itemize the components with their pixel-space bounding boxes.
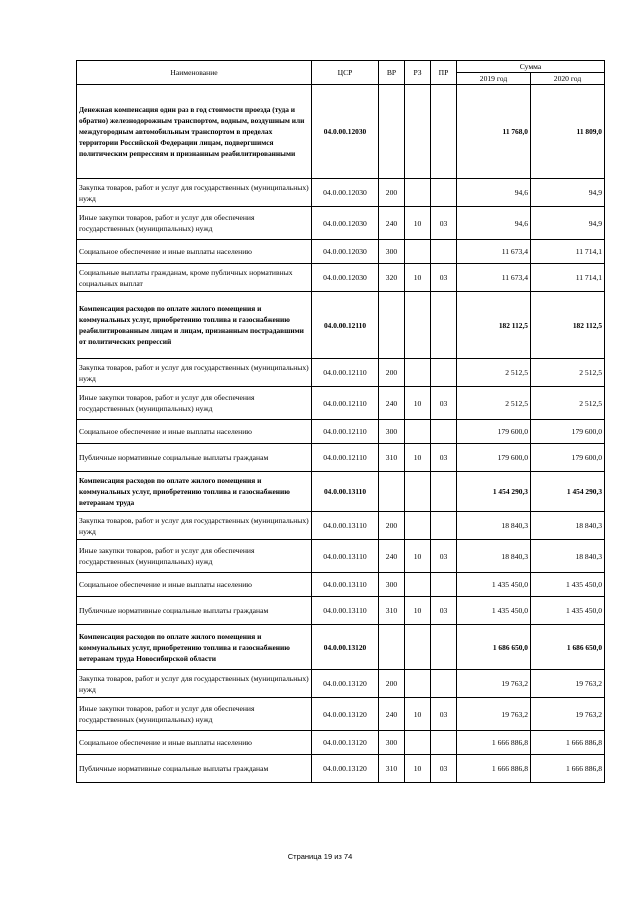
row-sum-2020: 19 763,2: [531, 698, 605, 731]
row-name: Публичные нормативные социальные выплаты гражданам: [77, 755, 312, 783]
row-csr: 04.0.00.13110: [312, 540, 379, 573]
row-vr: 320: [379, 264, 405, 292]
row-sum-2020: 1 435 450,0: [531, 597, 605, 625]
row-vr: [379, 85, 405, 179]
col-header-pr: ПР: [431, 61, 457, 85]
row-name: Закупка товаров, работ и услуг для государственных (муниципальных) нужд: [77, 359, 312, 387]
row-pr: [431, 670, 457, 698]
row-name: Закупка товаров, работ и услуг для государственных (муниципальных) нужд: [77, 670, 312, 698]
row-name: Закупка товаров, работ и услуг для государственных (муниципальных) нужд: [77, 512, 312, 540]
row-sum-2019: 179 600,0: [457, 420, 531, 444]
table-row: [77, 444, 605, 472]
table-row: [77, 240, 605, 264]
row-csr: 04.0.00.12030: [312, 240, 379, 264]
row-vr: 300: [379, 731, 405, 755]
row-pr: [431, 625, 457, 670]
table-row: [77, 264, 605, 292]
row-rz: [405, 472, 431, 512]
row-sum-2019: 182 112,5: [457, 292, 531, 359]
row-sum-2020: 179 600,0: [531, 444, 605, 472]
row-sum-2019: 2 512,5: [457, 359, 531, 387]
row-rz: [405, 240, 431, 264]
page-number: Страница 19 из 74: [287, 852, 353, 861]
row-csr: 04.0.00.12110: [312, 292, 379, 359]
row-sum-2019: 11 673,4: [457, 240, 531, 264]
row-rz: [405, 670, 431, 698]
row-sum-2020: 18 840,3: [531, 512, 605, 540]
row-pr: [431, 292, 457, 359]
row-name: Социальные выплаты гражданам, кроме публичных нормативных социальных выплат: [77, 264, 312, 292]
row-sum-2019: 1 666 886,8: [457, 755, 531, 783]
row-sum-2019: 18 840,3: [457, 512, 531, 540]
row-name: Иные закупки товаров, работ и услуг для обеспечения государственных (муниципальных) нужд: [77, 387, 312, 420]
row-pr: [431, 573, 457, 597]
row-sum-2019: 19 763,2: [457, 698, 531, 731]
row-pr: 03: [431, 698, 457, 731]
table-row: [77, 755, 605, 783]
row-vr: 240: [379, 698, 405, 731]
col-header-rz: РЗ: [405, 61, 431, 85]
row-sum-2020: 1 686 650,0: [531, 625, 605, 670]
table-row: [77, 85, 605, 179]
row-rz: [405, 292, 431, 359]
table-row: [77, 698, 605, 731]
row-pr: 03: [431, 540, 457, 573]
table-row: [77, 625, 605, 670]
row-sum-2019: 1 666 886,8: [457, 731, 531, 755]
row-sum-2019: 1 435 450,0: [457, 573, 531, 597]
row-sum-2020: 2 512,5: [531, 387, 605, 420]
row-csr: 04.0.00.13120: [312, 755, 379, 783]
budget-table: [76, 60, 605, 783]
row-pr: [431, 512, 457, 540]
row-name: Социальное обеспечение и иные выплаты населению: [77, 731, 312, 755]
row-vr: [379, 472, 405, 512]
table-row: [77, 573, 605, 597]
row-vr: 200: [379, 359, 405, 387]
row-sum-2020: 1 435 450,0: [531, 573, 605, 597]
row-rz: 10: [405, 207, 431, 240]
row-csr: 04.0.00.13120: [312, 731, 379, 755]
row-pr: 03: [431, 444, 457, 472]
row-sum-2019: 11 673,4: [457, 264, 531, 292]
table-row: [77, 420, 605, 444]
row-name: Публичные нормативные социальные выплаты гражданам: [77, 597, 312, 625]
table-row: [77, 731, 605, 755]
row-pr: 03: [431, 597, 457, 625]
col-header-sum: Сумма: [457, 61, 605, 73]
row-sum-2020: 179 600,0: [531, 420, 605, 444]
col-header-name: Наименование: [77, 61, 312, 85]
row-vr: 240: [379, 387, 405, 420]
row-pr: [431, 731, 457, 755]
row-name: Социальное обеспечение и иные выплаты населению: [77, 573, 312, 597]
row-name: Публичные нормативные социальные выплаты гражданам: [77, 444, 312, 472]
row-sum-2020: 11 809,0: [531, 85, 605, 179]
row-csr: 04.0.00.12110: [312, 359, 379, 387]
table-row: [77, 359, 605, 387]
table-row: [77, 387, 605, 420]
row-rz: [405, 420, 431, 444]
row-name: Иные закупки товаров, работ и услуг для обеспечения государственных (муниципальных) нужд: [77, 207, 312, 240]
row-name: Компенсация расходов по оплате жилого помещения и коммунальных услуг, приобретению топлива и газоснабжению ветеранам труда Новосибирской области: [77, 625, 312, 670]
row-csr: 04.0.00.13110: [312, 597, 379, 625]
table-row: [77, 179, 605, 207]
row-sum-2019: 19 763,2: [457, 670, 531, 698]
table-body: [77, 85, 605, 783]
row-rz: 10: [405, 264, 431, 292]
row-pr: 03: [431, 264, 457, 292]
row-sum-2020: 1 454 290,3: [531, 472, 605, 512]
row-name: Компенсация расходов по оплате жилого помещения и коммунальных услуг, приобретению топлива и газоснабжению ветеранам труда: [77, 472, 312, 512]
row-rz: [405, 359, 431, 387]
row-vr: 200: [379, 670, 405, 698]
row-vr: 240: [379, 540, 405, 573]
row-pr: 03: [431, 387, 457, 420]
col-header-vr: ВР: [379, 61, 405, 85]
row-rz: 10: [405, 698, 431, 731]
row-sum-2019: 179 600,0: [457, 444, 531, 472]
row-vr: [379, 625, 405, 670]
row-rz: 10: [405, 597, 431, 625]
row-csr: 04.0.00.12030: [312, 207, 379, 240]
row-sum-2020: 94,9: [531, 179, 605, 207]
row-vr: 310: [379, 597, 405, 625]
row-vr: 310: [379, 444, 405, 472]
row-rz: 10: [405, 755, 431, 783]
row-sum-2019: 94,6: [457, 179, 531, 207]
row-sum-2020: 1 666 886,8: [531, 731, 605, 755]
row-csr: 04.0.00.12110: [312, 444, 379, 472]
row-pr: 03: [431, 755, 457, 783]
row-name: Иные закупки товаров, работ и услуг для обеспечения государственных (муниципальных) нужд: [77, 540, 312, 573]
col-header-csr: ЦСР: [312, 61, 379, 85]
row-sum-2019: 2 512,5: [457, 387, 531, 420]
row-vr: 240: [379, 207, 405, 240]
row-pr: [431, 179, 457, 207]
row-sum-2019: 1 686 650,0: [457, 625, 531, 670]
row-sum-2020: 94,9: [531, 207, 605, 240]
row-rz: 10: [405, 540, 431, 573]
row-sum-2020: 11 714,1: [531, 264, 605, 292]
row-csr: 04.0.00.13120: [312, 698, 379, 731]
table-row: [77, 597, 605, 625]
row-rz: [405, 625, 431, 670]
row-sum-2019: 1 454 290,3: [457, 472, 531, 512]
row-pr: [431, 85, 457, 179]
row-rz: 10: [405, 444, 431, 472]
row-name: Социальное обеспечение и иные выплаты населению: [77, 420, 312, 444]
col-header-2020: 2020 год: [531, 73, 605, 85]
row-csr: 04.0.00.13120: [312, 670, 379, 698]
row-vr: 200: [379, 512, 405, 540]
row-sum-2020: 11 714,1: [531, 240, 605, 264]
row-pr: [431, 359, 457, 387]
row-csr: 04.0.00.12030: [312, 264, 379, 292]
row-csr: 04.0.00.12030: [312, 179, 379, 207]
row-csr: 04.0.00.13110: [312, 512, 379, 540]
row-name: Компенсация расходов по оплате жилого помещения и коммунальных услуг, приобретению топлива и газоснабжению реабилитированным лицам и лицам, признанным пострадавшими от политических репрессий: [77, 292, 312, 359]
row-vr: 200: [379, 179, 405, 207]
row-csr: 04.0.00.13110: [312, 573, 379, 597]
row-rz: [405, 179, 431, 207]
row-sum-2020: 2 512,5: [531, 359, 605, 387]
row-sum-2020: 18 840,3: [531, 540, 605, 573]
row-rz: 10: [405, 387, 431, 420]
row-vr: 300: [379, 573, 405, 597]
row-sum-2019: 18 840,3: [457, 540, 531, 573]
row-csr: 04.0.00.12110: [312, 387, 379, 420]
row-sum-2019: 11 768,0: [457, 85, 531, 179]
row-sum-2019: 94,6: [457, 207, 531, 240]
row-pr: 03: [431, 207, 457, 240]
row-rz: [405, 573, 431, 597]
row-sum-2020: 1 666 886,8: [531, 755, 605, 783]
row-csr: 04.0.00.13110: [312, 472, 379, 512]
table-row: [77, 670, 605, 698]
row-rz: [405, 731, 431, 755]
row-sum-2019: 1 435 450,0: [457, 597, 531, 625]
row-vr: 300: [379, 240, 405, 264]
row-name: Иные закупки товаров, работ и услуг для обеспечения государственных (муниципальных) нужд: [77, 698, 312, 731]
row-vr: [379, 292, 405, 359]
col-header-2019: 2019 год: [457, 73, 531, 85]
row-rz: [405, 85, 431, 179]
row-name: Закупка товаров, работ и услуг для государственных (муниципальных) нужд: [77, 179, 312, 207]
row-vr: 310: [379, 755, 405, 783]
row-vr: 300: [379, 420, 405, 444]
row-pr: [431, 420, 457, 444]
table-row: [77, 540, 605, 573]
row-pr: [431, 240, 457, 264]
table-row: [77, 472, 605, 512]
row-sum-2020: 182 112,5: [531, 292, 605, 359]
row-rz: [405, 512, 431, 540]
table-row: [77, 207, 605, 240]
row-csr: 04.0.00.13120: [312, 625, 379, 670]
row-csr: 04.0.00.12110: [312, 420, 379, 444]
row-name: Социальное обеспечение и иные выплаты населению: [77, 240, 312, 264]
row-name: Денежная компенсация один раз в год стоимости проезда (туда и обратно) железнодорожным транспортом, водным, воздушным или междугородным автомобильным транспортом в пределах территории Российской Федерации лицам, подвергшимся политическим репрессиям и признанным реабилитированными: [77, 85, 312, 179]
row-csr: 04.0.00.12030: [312, 85, 379, 179]
table-row: [77, 292, 605, 359]
row-pr: [431, 472, 457, 512]
row-sum-2020: 19 763,2: [531, 670, 605, 698]
table-row: [77, 512, 605, 540]
